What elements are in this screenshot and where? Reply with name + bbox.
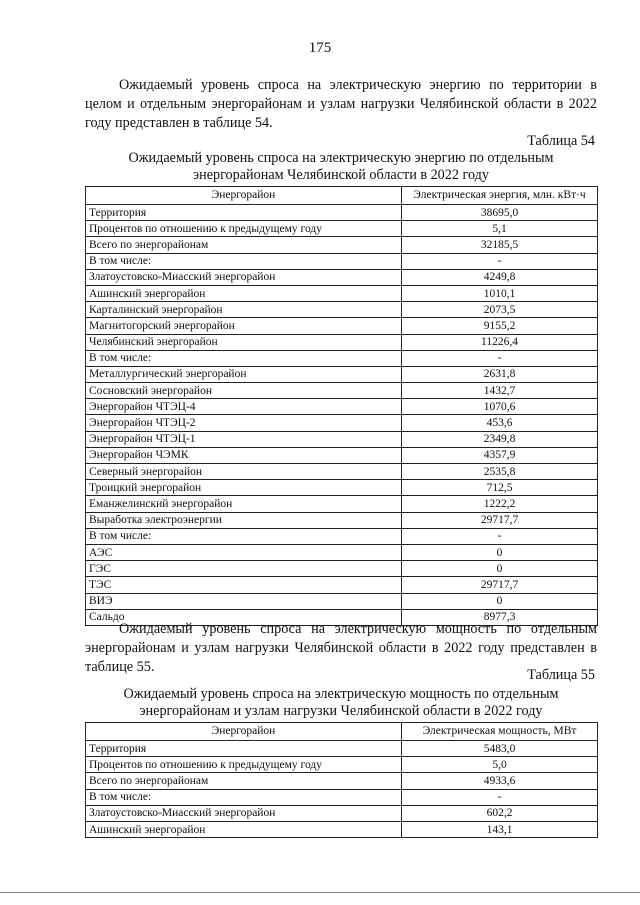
row-region-name: В том числе:	[86, 253, 402, 269]
row-value: 602,2	[402, 805, 598, 821]
row-value: 29717,7	[402, 577, 598, 593]
row-region-name: Златоустовско-Миасский энергорайон	[86, 269, 402, 285]
table-row	[86, 447, 598, 463]
table55-header-region: Энергорайон	[86, 723, 402, 741]
row-value: 8977,3	[402, 609, 598, 625]
row-value: 2631,8	[402, 366, 598, 382]
table-row	[86, 269, 598, 285]
row-value: -	[402, 789, 598, 805]
row-value: 38695,0	[402, 205, 598, 221]
table-row	[86, 318, 598, 334]
intro-paragraph-table55: Ожидаемый уровень спроса на электрическую мощность по отдельным энергорайонам и узлам нагрузки Челябинской области в 2022 году представлен в таблице 55.	[85, 621, 597, 675]
table55-label: Таблица 55	[527, 667, 595, 683]
table55	[85, 722, 598, 838]
table-row	[86, 205, 598, 221]
row-region-name: Процентов по отношению к предыдущему году	[86, 757, 402, 773]
row-region-name: В том числе:	[86, 350, 402, 366]
row-region-name: ТЭС	[86, 577, 402, 593]
row-value: 11226,4	[402, 334, 598, 350]
row-region-name: Всего по энергорайонам	[86, 237, 402, 253]
row-region-name: Троицкий энергорайон	[86, 480, 402, 496]
table-row	[86, 399, 598, 415]
row-region-name: ГЭС	[86, 561, 402, 577]
table54-title-line2: энергорайонам Челябинской области в 2022 году	[193, 167, 489, 183]
row-value: 1010,1	[402, 285, 598, 301]
row-region-name: АЭС	[86, 544, 402, 560]
row-region-name: Магнитогорский энергорайон	[86, 318, 402, 334]
table-row	[86, 334, 598, 350]
row-region-name: Златоустовско-Миасский энергорайон	[86, 805, 402, 821]
table54-header-row	[86, 187, 598, 205]
row-value: 453,6	[402, 415, 598, 431]
table-row	[86, 741, 598, 757]
row-value: 5,1	[402, 221, 598, 237]
table-row	[86, 302, 598, 318]
row-value: 4357,9	[402, 447, 598, 463]
table-row	[86, 561, 598, 577]
row-value: 2349,8	[402, 431, 598, 447]
row-value: 9155,2	[402, 318, 598, 334]
row-region-name: Металлургический энергорайон	[86, 366, 402, 382]
row-value: 0	[402, 544, 598, 560]
table55-title-line2: энергорайонам и узлам нагрузки Челябинской области в 2022 году	[139, 703, 543, 719]
row-region-name: Энергорайон ЧТЭЦ-1	[86, 431, 402, 447]
row-region-name: В том числе:	[86, 528, 402, 544]
row-value: 4933,6	[402, 773, 598, 789]
table-row	[86, 285, 598, 301]
row-value: 2535,8	[402, 464, 598, 480]
table-row	[86, 237, 598, 253]
table-row	[86, 789, 598, 805]
page-bottom-rule	[0, 892, 640, 893]
row-value: 0	[402, 593, 598, 609]
row-value: -	[402, 350, 598, 366]
table55-title	[85, 686, 597, 720]
table-row	[86, 821, 598, 837]
row-region-name: В том числе:	[86, 789, 402, 805]
row-region-name: Карталинский энергорайон	[86, 302, 402, 318]
row-region-name: Ашинский энергорайон	[86, 285, 402, 301]
table-row	[86, 464, 598, 480]
table55-header-power: Электрическая мощность, МВт	[402, 723, 598, 741]
row-value: 143,1	[402, 821, 598, 837]
table-row	[86, 773, 598, 789]
table-row	[86, 757, 598, 773]
table-row	[86, 805, 598, 821]
row-value: 5,0	[402, 757, 598, 773]
row-region-name: Еманжелинский энергорайон	[86, 496, 402, 512]
row-value: 32185,5	[402, 237, 598, 253]
table54-label: Таблица 54	[527, 133, 595, 149]
table55-header-row	[86, 723, 598, 741]
table54-body	[86, 205, 598, 626]
table-row	[86, 528, 598, 544]
row-region-name: ВИЭ	[86, 593, 402, 609]
row-region-name: Ашинский энергорайон	[86, 821, 402, 837]
row-region-name: Энергорайон ЧТЭЦ-2	[86, 415, 402, 431]
table-row	[86, 544, 598, 560]
table-row	[86, 512, 598, 528]
row-region-name: Всего по энергорайонам	[86, 773, 402, 789]
table-row	[86, 496, 598, 512]
table-row	[86, 253, 598, 269]
table-row	[86, 350, 598, 366]
row-region-name: Сальдо	[86, 609, 402, 625]
row-value: 1222,2	[402, 496, 598, 512]
row-value: -	[402, 253, 598, 269]
table54-title-line1: Ожидаемый уровень спроса на электрическую энергию по отдельным	[128, 150, 554, 166]
row-region-name: Энергорайон ЧТЭЦ-4	[86, 399, 402, 415]
row-value: 4249,8	[402, 269, 598, 285]
table-row	[86, 366, 598, 382]
row-region-name: Северный энергорайон	[86, 464, 402, 480]
table55-title-line1: Ожидаемый уровень спроса на электрическую мощность по отдельным	[123, 686, 559, 702]
row-region-name: Процентов по отношению к предыдущему году	[86, 221, 402, 237]
table54	[85, 186, 598, 626]
row-region-name: Челябинский энергорайон	[86, 334, 402, 350]
row-region-name: Энергорайон ЧЭМК	[86, 447, 402, 463]
row-value: 712,5	[402, 480, 598, 496]
row-value: 29717,7	[402, 512, 598, 528]
row-region-name: Выработка электроэнергии	[86, 512, 402, 528]
row-region-name: Территория	[86, 741, 402, 757]
table-row	[86, 431, 598, 447]
row-value: 1432,7	[402, 383, 598, 399]
row-region-name: Территория	[86, 205, 402, 221]
table54-header-region: Энергорайон	[86, 187, 402, 205]
table-row	[86, 480, 598, 496]
table-row	[86, 593, 598, 609]
row-region-name: Сосновский энергорайон	[86, 383, 402, 399]
table-row	[86, 415, 598, 431]
table55-body	[86, 741, 598, 838]
row-value: -	[402, 528, 598, 544]
row-value: 5483,0	[402, 741, 598, 757]
table54-header-energy: Электрическая энергия, млн. кВт·ч	[402, 187, 598, 205]
intro-paragraph-table54: Ожидаемый уровень спроса на электрическую энергию по территории в целом и отдельным энергорайонам и узлам нагрузки Челябинской области в 2022 году представлен в таблице 54.	[85, 77, 597, 131]
row-value: 2073,5	[402, 302, 598, 318]
table54-title	[85, 150, 597, 184]
page-number: 175	[308, 40, 332, 56]
table-row	[86, 383, 598, 399]
table-row	[86, 221, 598, 237]
row-value: 0	[402, 561, 598, 577]
row-value: 1070,6	[402, 399, 598, 415]
table-row	[86, 577, 598, 593]
